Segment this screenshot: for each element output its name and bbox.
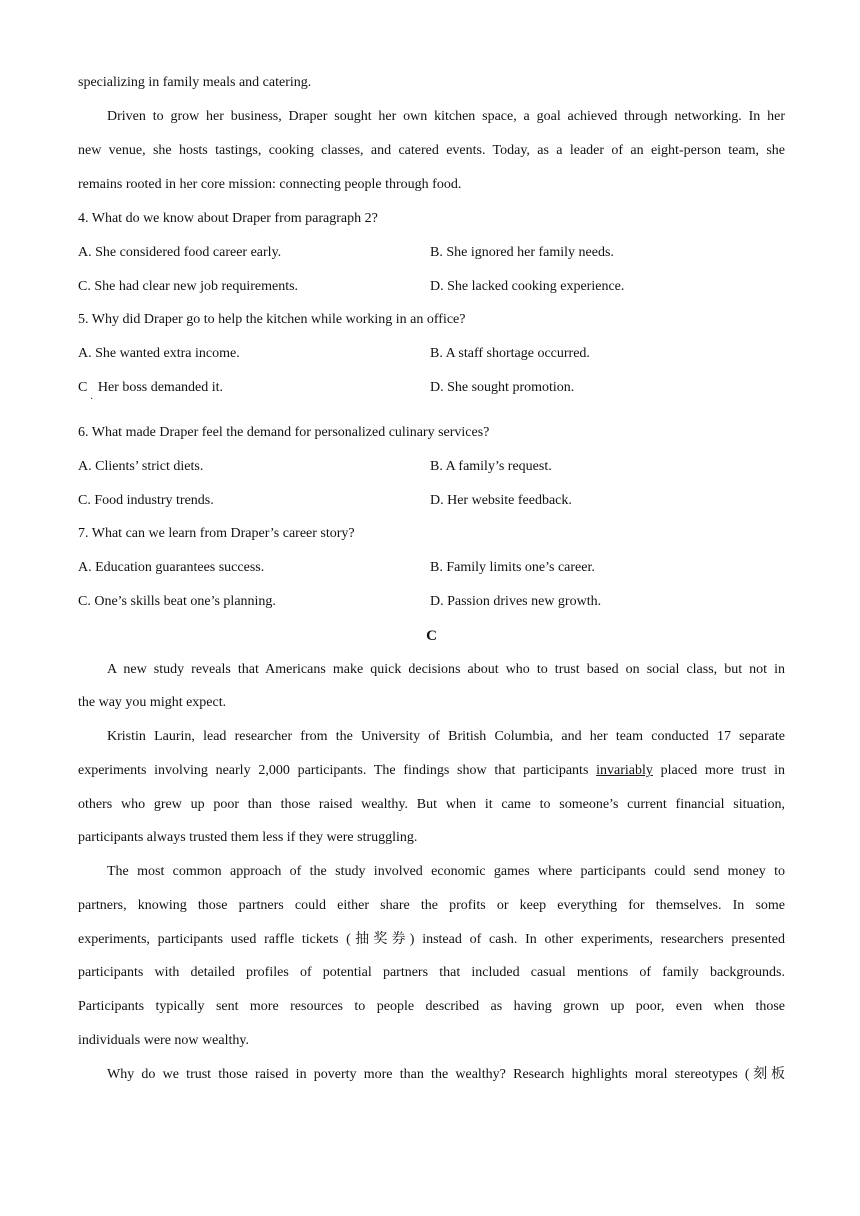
option: C. One’s skills beat one’s planning.: [78, 594, 276, 609]
option: A. Clients’ strict diets.: [78, 459, 204, 474]
passage-c-line: participants with detailed profiles of potential partners that included casual mentions of family backgrounds.: [78, 965, 785, 980]
passage-b-line: Driven to grow her business, Draper sought her own kitchen space, a goal achieved through networking. In her: [107, 109, 785, 124]
passage-c-line: [78, 761, 785, 781]
option: C. She had clear new job requirements.: [78, 279, 299, 294]
option: A. She considered food career early.: [78, 245, 282, 260]
passage-c-line: experiments, participants used raffle tickets (抽奖券) instead of cash. In other experiments, researchers presented: [78, 932, 785, 947]
passage-c-line: Why do we trust those raised in poverty more than the wealthy? Research highlights moral stereotypes (刻板: [107, 1067, 785, 1082]
passage-b-line: new venue, she hosts tastings, cooking classes, and catered events. Today, as a leader of an eight-person team, she: [78, 143, 785, 158]
option: D. Passion drives new growth.: [430, 594, 602, 609]
option: B. A staff shortage occurred.: [430, 346, 590, 361]
underlined-word: invariably: [596, 763, 653, 778]
option: D. She lacked cooking experience.: [430, 279, 625, 294]
passage-c-line: partners, knowing those partners could either share the profits or keep everything for themselves. In some: [78, 898, 785, 913]
passage-c-line: Kristin Laurin, lead researcher from the University of British Columbia, and her team conducted 17 separate: [107, 729, 785, 744]
question-stem: 7. What can we learn from Draper’s career story?: [78, 526, 355, 541]
passage-c-line: individuals were now wealthy.: [78, 1033, 249, 1048]
option: A. Education guarantees success.: [78, 560, 265, 575]
option: D. She sought promotion.: [430, 380, 575, 395]
passage-c-line: A new study reveals that Americans make quick decisions about who to trust based on social class, but not in: [107, 662, 785, 677]
passage-b-line: remains rooted in her core mission: connecting people through food.: [78, 177, 462, 192]
question-stem: 4. What do we know about Draper from paragraph 2?: [78, 211, 378, 226]
text-span: experiments involving nearly 2,000 participants. The findings show that participants: [78, 763, 597, 778]
passage-c-line: Participants typically sent more resources to people described as having grown up poor, even when those: [78, 999, 785, 1014]
option: D. Her website feedback.: [430, 493, 572, 508]
option: A. She wanted extra income.: [78, 346, 240, 361]
stray-dot-mark: ·: [90, 394, 94, 405]
passage-c-line: the way you might expect.: [78, 695, 227, 710]
section-heading: C: [426, 628, 437, 644]
passage-c-line: others who grew up poor than those raised wealthy. But when it came to someone’s current financial situation,: [78, 797, 785, 812]
passage-c-line: The most common approach of the study involved economic games where participants could send money to: [107, 864, 785, 879]
question-stem: 6. What made Draper feel the demand for personalized culinary services?: [78, 425, 490, 440]
option: B. A family’s request.: [430, 459, 552, 474]
option: C Her boss demanded it.: [78, 380, 224, 395]
question-stem: 5. Why did Draper go to help the kitchen while working in an office?: [78, 312, 466, 327]
passage-c-line: participants always trusted them less if they were struggling.: [78, 830, 418, 845]
text-span: placed more trust in: [652, 763, 785, 778]
option: B. Family limits one’s career.: [430, 560, 595, 575]
passage-b-line: specializing in family meals and catering.: [78, 75, 312, 90]
option: C. Food industry trends.: [78, 493, 214, 508]
option: B. She ignored her family needs.: [430, 245, 614, 260]
